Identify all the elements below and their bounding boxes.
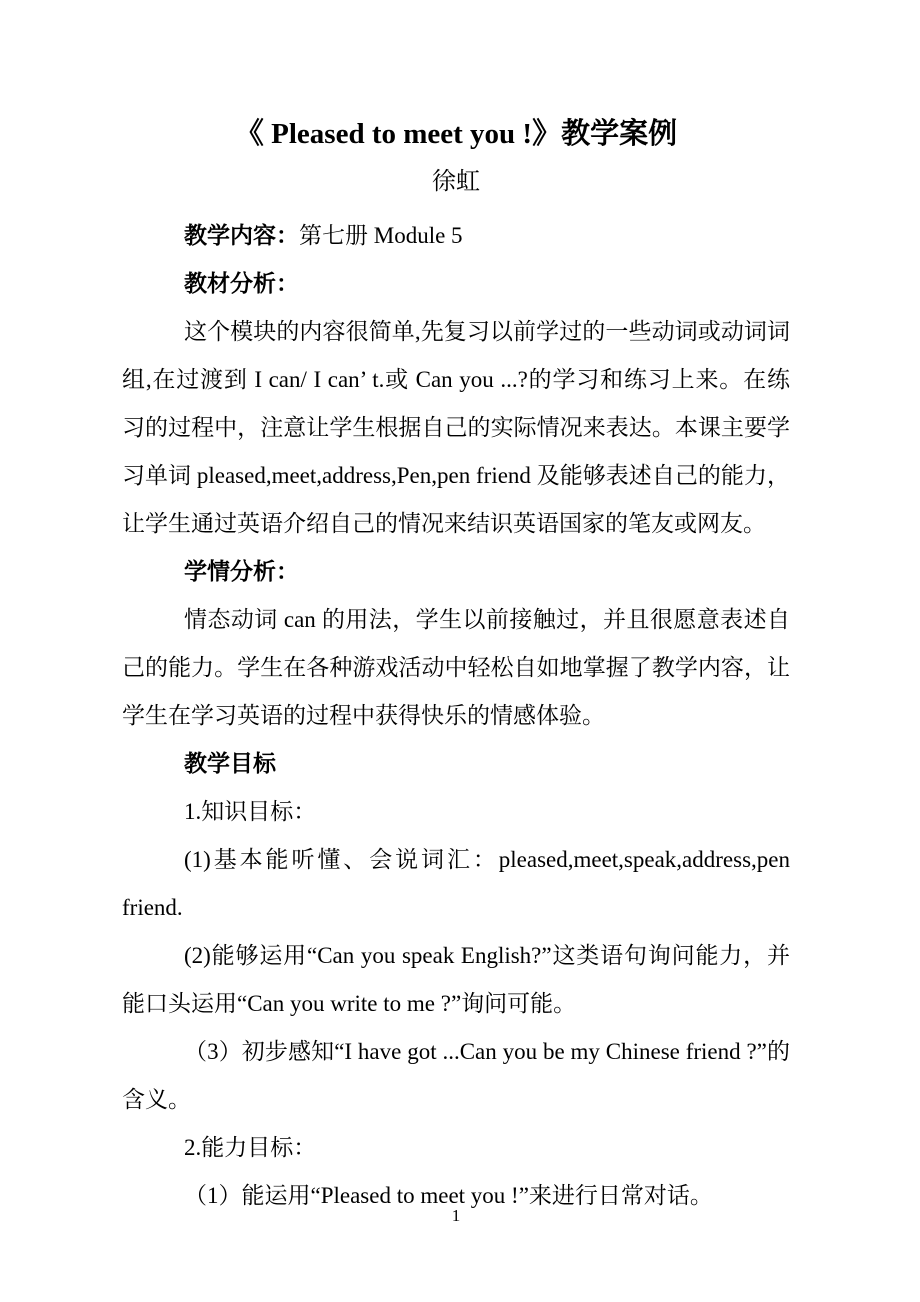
knowledge-objectives-heading: 1.知识目标： <box>184 799 317 824</box>
learner-analysis-heading: 学情分析： <box>184 559 299 584</box>
material-analysis-body: 这个模块的内容很简单,先复习以前学过的一些动词或动词词组,在过渡到 I can/ I can’ t.或 Can you ...?的学习和练习上来。在练习的过程中，注意让学生根据自己的实际情况来表达。本课主要学习单词 pleased,meet,address,Pen,pen friend 及能够表述自己的能力，让学生通过英语介绍自己的情况来结识英语国家的笔友或网友。 <box>122 319 790 536</box>
teaching-content-label: 教学内容： <box>184 223 299 248</box>
page-number: 1 <box>451 1206 461 1225</box>
knowledge-objective-item: (2)能够运用“Can you speak English?”这类语句询问能力，并能口头运用“Can you write to me ?”询问可能。 <box>122 943 790 1016</box>
teaching-content-value: 第七册 Module 5 <box>299 223 463 248</box>
author-name: 徐虹 <box>432 169 480 195</box>
objectives-heading: 教学目标 <box>184 751 276 776</box>
learner-analysis-body: 情态动词 can 的用法，学生以前接触过，并且很愿意表述自己的能力。学生在各种游戏活动中轻松自如地掌握了教学内容，让学生在学习英语的过程中获得快乐的情感体验。 <box>122 607 790 728</box>
knowledge-objective-item: (1)基本能听懂、会说词汇：pleased,meet,speak,address,pen friend. <box>122 847 790 920</box>
document-title: 《 Pleased to meet you !》教学案例 <box>234 118 678 150</box>
knowledge-objective-item: （3）初步感知“I have got ...Can you be my Chinese friend ?”的含义。 <box>122 1039 790 1112</box>
material-analysis-heading: 教材分析： <box>184 271 299 296</box>
ability-objectives-heading: 2.能力目标： <box>184 1135 317 1160</box>
teaching-content-line <box>122 212 790 260</box>
ability-objective-item: （1）能运用“Pleased to meet you !”来进行日常对话。 <box>184 1183 713 1208</box>
